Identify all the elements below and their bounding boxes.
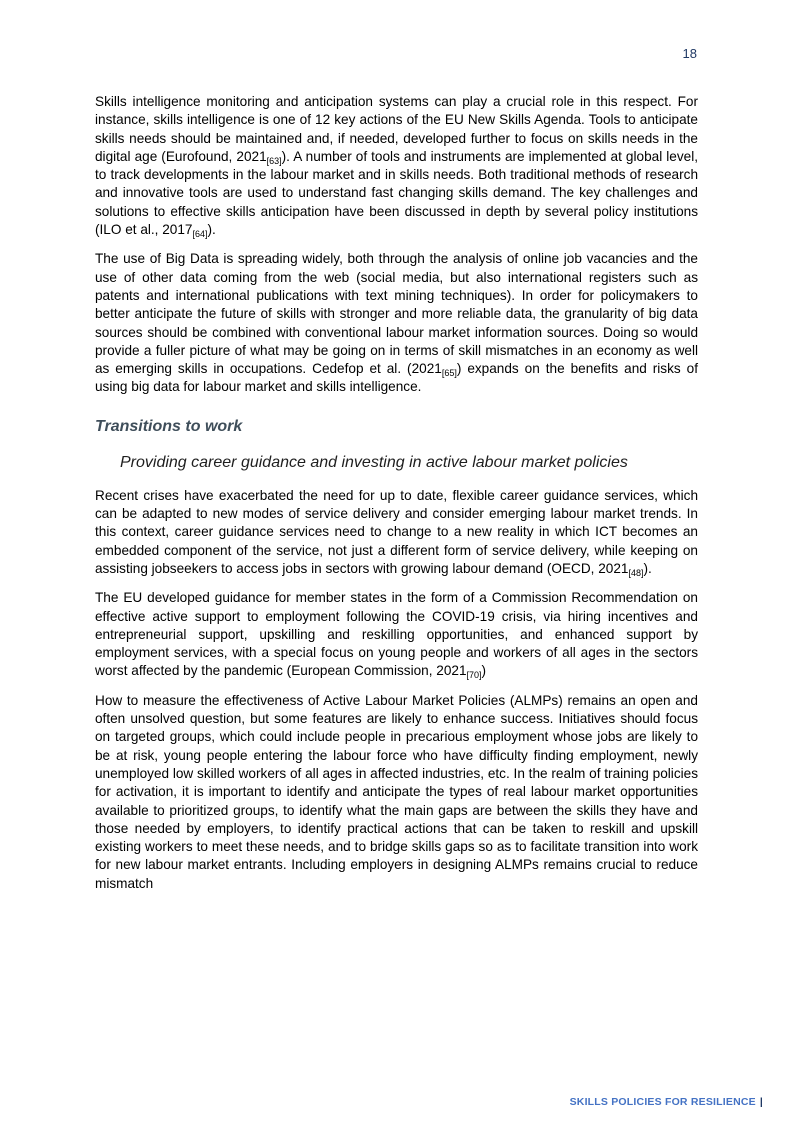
citation-reference: [64] (192, 229, 208, 240)
paragraph: How to measure the effectiveness of Active Labour Market Policies (ALMPs) remains an open and often unsolved question, but some features are likely to enhance success. Initiatives should focus on targeted groups, which could include people in precarious employment whose jobs are likely to be at risk, young people entering the labour force who have difficulty finding employment, newly unemployed low skilled workers of all ages in affected industries, etc. In the realm of training policies for activation, it is important to identify and anticipate the types of real labour market opportunities available to prioritized groups, to identify what the main gaps are between the skills they have and those needed by employers, to identify practical actions that can be taken to reskill and upskill existing workers to meet these needs, and to bridge skills gaps so as to facilitate transition into work for new labour market entrants. Including employers in designing ALMPs remains crucial to reduce mismatch (95, 692, 698, 891)
footer-separator: | (759, 1096, 763, 1108)
paragraph: The EU developed guidance for member states in the form of a Commission Recommendation on effective active support to employment following the COVID-19 crisis, via hiring incentives and entrepreneurial support, upskilling and reskilling opportunities, and enhanced support by employment services, with a special focus on young people and workers of all ages in the sectors worst affected by the pandemic (European Commission, $2021_{[70]}$) (95, 590, 698, 681)
footer (570, 1096, 763, 1108)
citation-reference: [70] (466, 670, 482, 681)
citation-reference: [48] (628, 567, 644, 578)
page-number: 18 (682, 46, 697, 61)
paragraph: Skills intelligence monitoring and anticipation systems can play a crucial role in this respect. For instance, skills intelligence is one of 12 key actions of the EU New Skills Agenda. Tools to anticipate skills needs should be maintained and, if needed, developed further to focus on skills needs in the digital age (Eurofound, $2021_{[63]}$). A number of tools and instruments are implemented at global level, to track developments in the labour market and in skills needs. Both traditional methods of research and innovative tools are used to understand fast changing skills demand. The key challenges and solutions to effective skills anticipation have been discussed in depth by several policy institutions (ILO et al., $2017_{[64]}$). (95, 94, 698, 240)
paragraph: The use of Big Data is spreading widely, both through the analysis of online job vacancies and the use of other data coming from the web (social media, but also international registers such as patents and international publications with text mining techniques). In order for policymakers to better anticipate the future of skills with stronger and more reliable data, the granularity of big data sources should be combined with conventional labour market information sources. Doing so would provide a fuller picture of what may be going on in terms of skill mismatches in an economy as well as emerging skills in occupations. Cedefop et al. $(2021_{[65]})$ expands on the benefits and risks of using big data for labour market and skills intelligence. (95, 251, 698, 395)
footer-running-title: SKILLS POLICIES FOR RESILIENCE (569, 1096, 756, 1108)
citation-reference: [65] (441, 368, 457, 379)
document-body (95, 93, 698, 904)
section-heading: Transitions to work (95, 417, 243, 435)
subsection-heading: Providing career guidance and investing in active labour market policies (120, 453, 628, 471)
citation-reference: [63] (266, 155, 282, 166)
paragraph: Recent crises have exacerbated the need for up to date, flexible career guidance services, which can be adapted to new modes of service delivery and consider emerging labour market trends. In this context, career guidance services need to change to a new reality in which ICT becomes an embedded component of the service, not just a different form of service delivery, while keeping on assisting jobseekers to access jobs in sectors with growing labour demand (OECD, $2021_{[48]}$). (95, 487, 698, 578)
